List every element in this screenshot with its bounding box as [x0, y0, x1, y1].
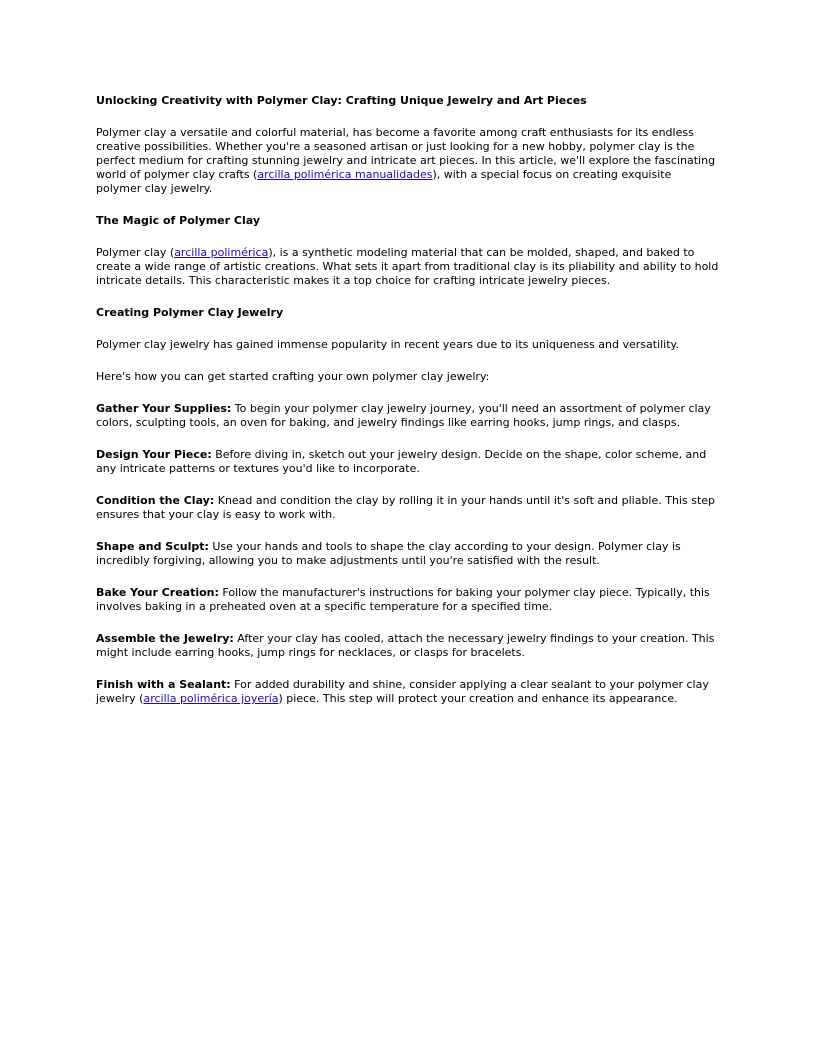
intro-text-before: Polymer clay a versatile and colorful material, has become a favorite among craft enthusiasts for its endless creative possibilities. Whether you're a seasoned artisan or just looking for a new hobby, polymer clay is the perfect medium for crafting stunning jewelry and intricate art pieces. In this article, we'll explore the fascinating world of polymer clay crafts ( [96, 126, 716, 181]
step-text: Follow the manufacturer's instructions for baking your polymer clay piece. Typically, this involves baking in a preheated oven at a specific temperature for a specified time. [96, 586, 710, 613]
link-arcilla-polimerica[interactable]: arcilla polimérica [174, 246, 269, 259]
step-label: Condition the Clay: [96, 494, 215, 507]
step-condition-clay [96, 494, 720, 522]
step-text: Use your hands and tools to shape the clay according to your design. Polymer clay is incredibly forgiving, allowing you to make adjustments until you're satisfied with the result. [96, 540, 681, 567]
document-page [96, 94, 720, 724]
intro-text-after: ), with a special focus on creating exquisite polymer clay jewelry. [96, 168, 672, 195]
step-design-piece [96, 448, 720, 476]
step-text: After your clay has cooled, attach the necessary jewelry findings to your creation. This might include earring hooks, jump rings for necklaces, or clasps for bracelets. [96, 632, 715, 659]
step-label: Shape and Sculpt: [96, 540, 209, 553]
step-finish-sealant [96, 678, 720, 706]
step-assemble-jewelry [96, 632, 720, 660]
step-bake-creation [96, 586, 720, 614]
link-arcilla-polimerica-manualidades[interactable]: arcilla polimérica manualidades [257, 168, 433, 181]
jewelry-paragraph-1: Polymer clay jewelry has gained immense popularity in recent years due to its uniqueness and versatility. [96, 338, 679, 351]
step-label: Finish with a Sealant: [96, 678, 231, 691]
page-title: Unlocking Creativity with Polymer Clay: Crafting Unique Jewelry and Art Pieces [96, 94, 587, 107]
step-text: To begin your polymer clay jewelry journey, you'll need an assortment of polymer clay colors, sculpting tools, an oven for baking, and jewelry findings like earring hooks, jump rings, and clasps. [96, 402, 711, 429]
magic-text-before: Polymer clay ( [96, 246, 175, 259]
magic-paragraph [96, 246, 720, 288]
finish-text-before: For added durability and shine, consider applying a clear sealant to your polymer clay jewelry ( [96, 678, 709, 705]
step-shape-sculpt [96, 540, 720, 568]
intro-paragraph [96, 126, 720, 196]
step-label: Design Your Piece: [96, 448, 212, 461]
section-heading-magic: The Magic of Polymer Clay [96, 214, 260, 227]
jewelry-paragraph-2: Here's how you can get started crafting your own polymer clay jewelry: [96, 370, 490, 383]
step-label: Gather Your Supplies: [96, 402, 232, 415]
step-label: Bake Your Creation: [96, 586, 219, 599]
section-heading-jewelry: Creating Polymer Clay Jewelry [96, 306, 284, 319]
link-arcilla-polimerica-joyeria[interactable]: arcilla polimérica joyería [143, 692, 279, 705]
step-text: Before diving in, sketch out your jewelry design. Decide on the shape, color scheme, and any intricate patterns or textures you'd like to incorporate. [96, 448, 707, 475]
finish-text-after: ) piece. This step will protect your creation and enhance its appearance. [278, 692, 678, 705]
magic-text-after: ), is a synthetic modeling material that can be molded, shaped, and baked to create a wide range of artistic creations. What sets it apart from traditional clay is its pliability and ability to hold intricate details. This characteristic makes it a top choice for crafting intricate jewelry pieces. [96, 246, 719, 287]
step-label: Assemble the Jewelry: [96, 632, 234, 645]
step-text: Knead and condition the clay by rolling it in your hands until it's soft and pliable. This step ensures that your clay is easy to work with. [96, 494, 716, 521]
step-gather-supplies [96, 402, 720, 430]
